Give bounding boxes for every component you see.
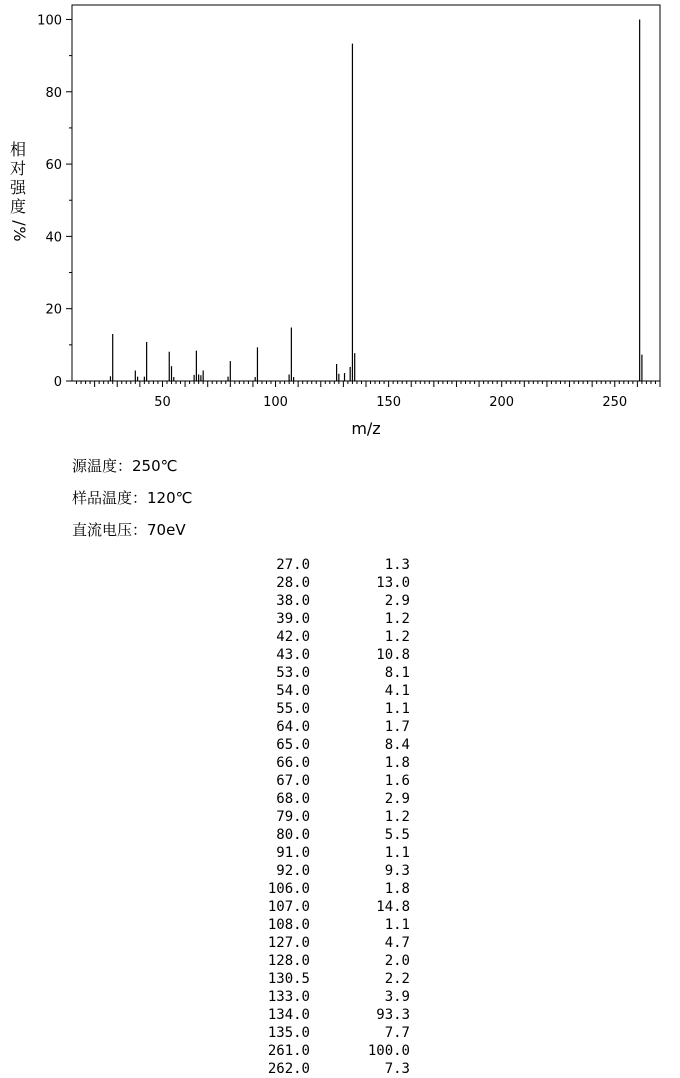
table-row — [240, 898, 410, 916]
table-row — [240, 754, 410, 772]
intensity-cell: 14.8 — [376, 899, 410, 915]
y-axis-label-char: 度 — [9, 197, 27, 216]
table-row — [240, 1042, 410, 1060]
intensity-cell: 1.1 — [384, 701, 410, 717]
mz-cell: 67.0 — [276, 773, 310, 789]
x-axis-ticks — [77, 381, 660, 410]
mass-spectrum-chart — [0, 0, 680, 450]
table-row — [240, 610, 410, 628]
mz-cell: 135.0 — [267, 1025, 310, 1041]
intensity-cell: 100.0 — [367, 1043, 410, 1059]
mz-cell: 80.0 — [276, 827, 310, 843]
intensity-cell: 1.1 — [384, 845, 410, 861]
intensity-cell: 93.3 — [376, 1007, 410, 1023]
mz-cell: 133.0 — [267, 989, 310, 1005]
y-tick-label: 100 — [37, 13, 62, 29]
table-row — [240, 556, 410, 574]
mz-cell: 91.0 — [276, 845, 310, 861]
intensity-cell: 7.7 — [384, 1025, 410, 1041]
table-row — [240, 844, 410, 862]
sample-temperature: 样品温度：120℃ — [72, 489, 193, 507]
intensity-cell: 8.4 — [384, 737, 410, 753]
mz-cell: 39.0 — [276, 611, 310, 627]
table-row — [240, 970, 410, 988]
intensity-cell: 9.3 — [384, 863, 410, 879]
y-axis-ticks — [37, 13, 72, 390]
plot-frame — [72, 5, 660, 381]
mz-cell: 262.0 — [267, 1061, 310, 1077]
intensity-cell: 1.2 — [384, 809, 410, 825]
source-temperature: 源温度：250℃ — [72, 457, 178, 475]
mz-cell: 42.0 — [276, 629, 310, 645]
intensity-cell: 2.0 — [384, 953, 410, 969]
mz-cell: 43.0 — [276, 647, 310, 663]
mz-cell: 79.0 — [276, 809, 310, 825]
table-row — [240, 718, 410, 736]
mz-cell: 53.0 — [276, 665, 310, 681]
y-tick-label: 60 — [45, 158, 62, 174]
mz-cell: 68.0 — [276, 791, 310, 807]
mz-cell: 27.0 — [276, 557, 310, 573]
y-axis-label-char: 强 — [9, 178, 27, 197]
intensity-cell: 5.5 — [384, 827, 410, 843]
intensity-cell: 1.3 — [384, 557, 410, 573]
x-tick-label: 100 — [263, 395, 288, 410]
table-row — [240, 646, 410, 664]
intensity-cell: 1.8 — [384, 755, 410, 771]
table-row — [240, 880, 410, 898]
y-axis-label — [10, 140, 29, 242]
mz-cell: 107.0 — [267, 899, 310, 915]
mz-cell: 38.0 — [276, 593, 310, 609]
peak-table — [240, 556, 410, 1078]
table-row — [240, 916, 410, 934]
intensity-cell: 10.8 — [376, 647, 410, 663]
x-tick-label: 50 — [154, 395, 171, 410]
intensity-cell: 1.2 — [384, 611, 410, 627]
x-axis-label: m/z — [351, 419, 381, 438]
table-row — [240, 862, 410, 880]
y-tick-label: 40 — [45, 230, 62, 246]
y-axis-label-char: / — [10, 220, 29, 226]
mz-cell: 66.0 — [276, 755, 310, 771]
mz-cell: 134.0 — [267, 1007, 310, 1023]
mz-cell: 55.0 — [276, 701, 310, 717]
x-tick-label: 200 — [489, 395, 515, 410]
mz-cell: 128.0 — [267, 953, 310, 969]
table-row — [240, 664, 410, 682]
mz-cell: 108.0 — [267, 917, 310, 933]
table-row — [240, 574, 410, 592]
mz-cell: 28.0 — [276, 575, 310, 591]
mz-cell: 261.0 — [267, 1043, 310, 1059]
table-row — [240, 772, 410, 790]
mz-cell: 106.0 — [267, 881, 310, 897]
intensity-cell: 1.1 — [384, 917, 410, 933]
intensity-cell: 1.6 — [384, 773, 410, 789]
intensity-cell: 2.9 — [384, 791, 410, 807]
table-row — [240, 826, 410, 844]
table-row — [240, 1060, 410, 1078]
intensity-cell: 3.9 — [384, 989, 410, 1005]
mz-cell: 54.0 — [276, 683, 310, 699]
table-row — [240, 952, 410, 970]
table-row — [240, 736, 410, 754]
y-axis-label-char: 相 — [9, 140, 27, 159]
intensity-cell: 1.7 — [384, 719, 410, 735]
intensity-cell: 7.3 — [384, 1061, 410, 1077]
mz-cell: 127.0 — [267, 935, 310, 951]
table-row — [240, 700, 410, 718]
y-axis-label-char: % — [10, 226, 29, 242]
mz-cell: 92.0 — [276, 863, 310, 879]
intensity-cell: 1.8 — [384, 881, 410, 897]
intensity-cell: 1.2 — [384, 629, 410, 645]
intensity-cell: 2.2 — [384, 971, 410, 987]
table-row — [240, 1024, 410, 1042]
table-row — [240, 808, 410, 826]
table-row — [240, 988, 410, 1006]
intensity-cell: 13.0 — [376, 575, 410, 591]
mz-cell: 64.0 — [276, 719, 310, 735]
mz-cell: 130.5 — [267, 971, 310, 987]
table-row — [240, 628, 410, 646]
intensity-cell: 4.7 — [384, 935, 410, 951]
y-tick-label: 20 — [45, 302, 62, 318]
y-tick-label: 0 — [53, 375, 62, 390]
x-tick-label: 150 — [376, 395, 402, 410]
y-tick-label: 80 — [45, 85, 62, 101]
table-row — [240, 592, 410, 610]
intensity-cell: 8.1 — [384, 665, 410, 681]
table-row — [240, 790, 410, 808]
x-tick-label: 250 — [602, 395, 628, 410]
table-row — [240, 934, 410, 952]
intensity-cell: 2.9 — [384, 593, 410, 609]
mz-cell: 65.0 — [276, 737, 310, 753]
dc-voltage: 直流电压：70eV — [72, 521, 186, 539]
peak-bars — [110, 19, 641, 381]
intensity-cell: 4.1 — [384, 683, 410, 699]
table-row — [240, 682, 410, 700]
y-axis-label-char: 对 — [9, 159, 27, 178]
table-row — [240, 1006, 410, 1024]
